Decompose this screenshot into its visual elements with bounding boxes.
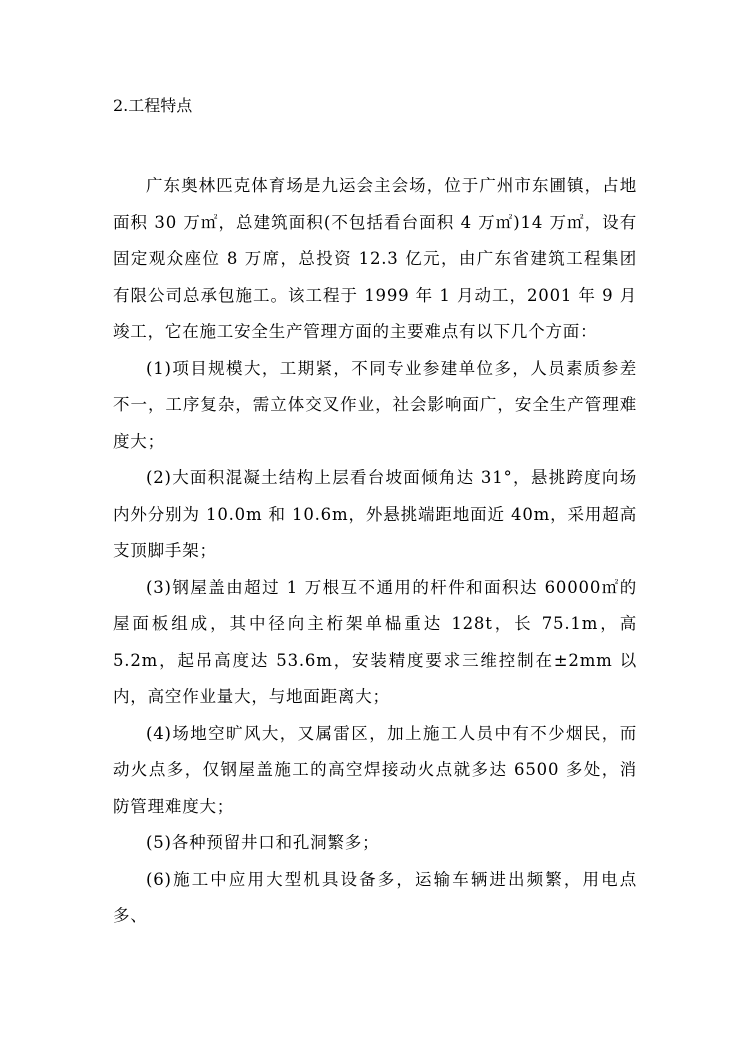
section-heading: 2.工程特点 bbox=[113, 96, 193, 115]
paragraph-point-5: (5)各种预留井口和孔洞繁多； bbox=[146, 833, 380, 852]
paragraph-point-2: (2)大面积混凝土结构上层看台坡面倾角达 31°，悬挑跨度向场内外分别为 10.0m 和 10.6m，外悬挑端距地面近 40m，采用超高支顶脚手架； bbox=[113, 468, 637, 560]
paragraph-point-6: (6)施工中应用大型机具设备多，运输车辆进出频繁，用电点多、 bbox=[113, 869, 637, 925]
paragraph-point-1: (1)项目规模大，工期紧，不同专业参建单位多，人员素质参差不一，工序复杂，需立体交叉作业，社会影响面广，安全生产管理难度大； bbox=[113, 358, 637, 451]
paragraph-intro: 广东奥林匹克体育场是九运会主会场，位于广州市东圃镇，占地面积 30 万㎡，总建筑面积(不包括看台面积 4 万㎡)14 万㎡，设有固定观众座位 8 万席，总投资 12.3 亿元，由广东省建筑工程集团有限公司总承包施工。该工程于 1999 年 1 月动工，2001 年 9 月竣工，它在施工安全生产管理方面的主要难点有以下几个方面： bbox=[113, 176, 637, 341]
body-text bbox=[113, 168, 637, 935]
paragraph-point-4: (4)场地空旷风大，又属雷区，加上施工人员中有不少烟民，而动火点多，仅钢屋盖施工的高空焊接动火点就多达 6500 多处，消防管理难度大； bbox=[113, 723, 637, 816]
paragraph-point-3: (3)钢屋盖由超过 1 万根互不通用的杆件和面积达 60000㎡的屋面板组成，其中径向主桁架单榀重达 128t，长 75.1m，高 5.2m，起吊高度达 53.6m，安装精度要求三维控制在±2mm 以内，高空作业量大，与地面距离大； bbox=[113, 577, 637, 706]
